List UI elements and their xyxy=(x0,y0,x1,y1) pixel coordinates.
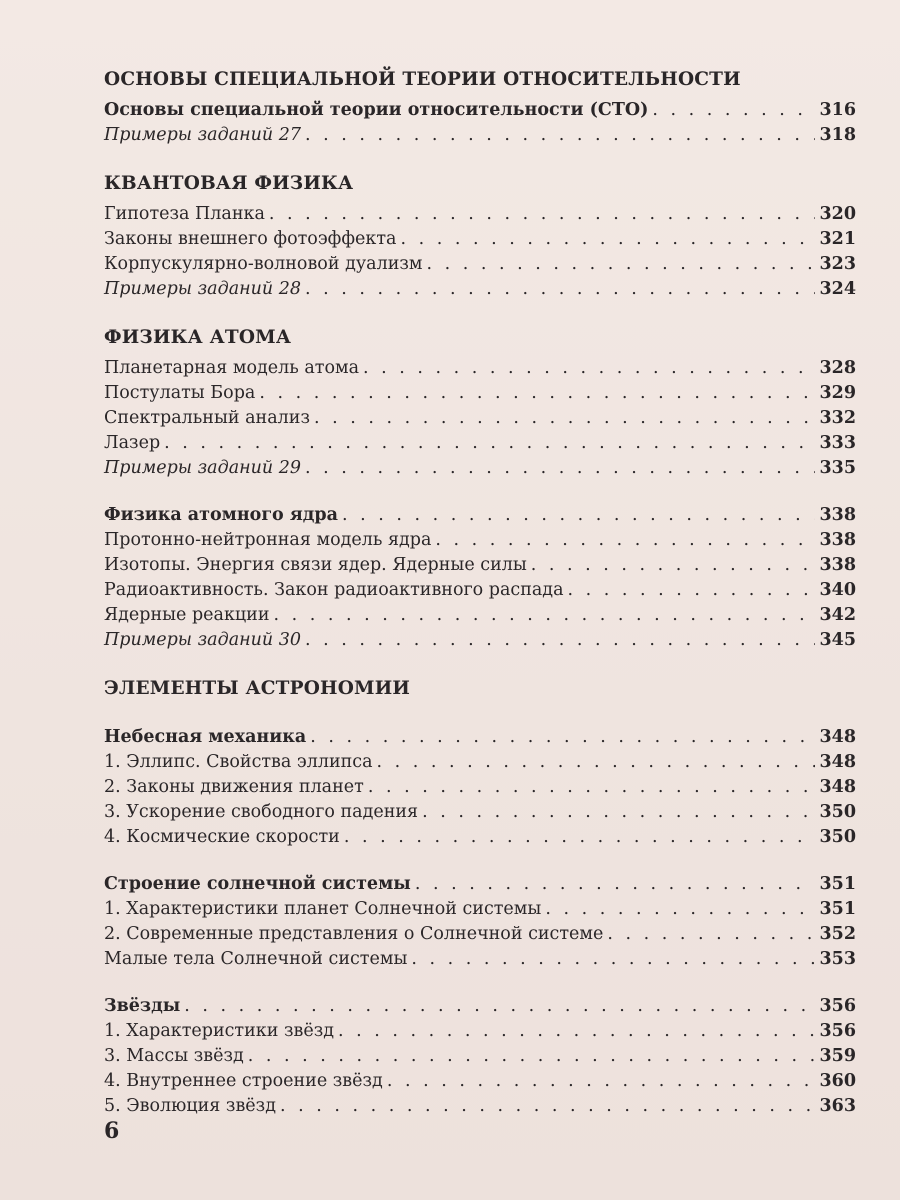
toc-entry[interactable] xyxy=(104,800,856,825)
toc-entry[interactable] xyxy=(104,603,856,628)
toc-entry-label: Примеры заданий 30 xyxy=(104,630,302,650)
toc-entry[interactable] xyxy=(104,628,856,653)
toc-entry-label: 2. Современные представления о Солнечной системе xyxy=(104,924,604,944)
toc-entry-page: 351 xyxy=(819,874,856,894)
toc-entry-label: 1. Характеристики планет Солнечной системы xyxy=(104,899,542,919)
toc-entry-page: 356 xyxy=(819,1021,856,1041)
toc-entry[interactable] xyxy=(104,1069,856,1094)
toc-section xyxy=(104,872,856,972)
leader-dots xyxy=(259,381,815,406)
toc-entry[interactable] xyxy=(104,503,856,528)
leader-dots xyxy=(274,603,816,628)
toc-entry[interactable] xyxy=(104,252,856,277)
section-title: ЭЛЕМЕНТЫ АСТРОНОМИИ xyxy=(104,678,411,699)
toc-entry-label: 5. Эволюция звёзд xyxy=(104,1096,276,1116)
toc-entry-page: 333 xyxy=(819,433,856,453)
toc-entry[interactable] xyxy=(104,98,856,123)
leader-dots xyxy=(435,528,815,553)
toc-entry-label: Протонно-нейтронная модель ядра xyxy=(104,530,432,550)
toc-entry-label: Корпускулярно-волновой дуализм xyxy=(104,254,423,274)
toc-entry-page: 348 xyxy=(819,777,856,797)
toc-entry-label: Небесная механика xyxy=(104,727,307,747)
toc-entry-page: 338 xyxy=(819,530,856,550)
toc-entry[interactable] xyxy=(104,775,856,800)
leader-dots xyxy=(338,1019,815,1044)
toc-entry-page: 338 xyxy=(819,505,856,525)
leader-dots xyxy=(342,503,815,528)
toc-entry-page: 348 xyxy=(819,752,856,772)
toc-entry[interactable] xyxy=(104,947,856,972)
toc-entry-page: 340 xyxy=(819,580,856,600)
toc-entry[interactable] xyxy=(104,1044,856,1069)
leader-dots xyxy=(305,277,815,302)
toc-entry-page: 338 xyxy=(819,555,856,575)
toc-section xyxy=(104,675,856,703)
toc-entry-label: Строение солнечной системы xyxy=(104,874,411,894)
toc-entry-page: 345 xyxy=(819,630,856,650)
toc-entry-page: 351 xyxy=(819,899,856,919)
toc-section xyxy=(104,66,856,148)
toc-entry-label: Радиоактивность. Закон радиоактивного распада xyxy=(104,580,564,600)
leader-dots xyxy=(568,578,816,603)
leader-dots xyxy=(422,800,815,825)
leader-dots xyxy=(248,1044,816,1069)
table-of-contents xyxy=(104,66,856,1141)
toc-entry[interactable] xyxy=(104,578,856,603)
leader-dots xyxy=(545,897,815,922)
toc-section xyxy=(104,725,856,850)
toc-entry-label: Примеры заданий 29 xyxy=(104,458,302,478)
toc-entry[interactable] xyxy=(104,825,856,850)
toc-entry-label: Примеры заданий 27 xyxy=(104,125,302,145)
toc-entry-label: Малые тела Солнечной системы xyxy=(104,949,408,969)
leader-dots xyxy=(305,123,815,148)
toc-entry-label: Основы специальной теории относительности (СТО) xyxy=(104,100,649,120)
toc-entry-page: 363 xyxy=(819,1096,856,1116)
toc-entry[interactable] xyxy=(104,406,856,431)
toc-entry-page: 321 xyxy=(819,229,856,249)
toc-entry-page: 329 xyxy=(819,383,856,403)
toc-entry-page: 320 xyxy=(819,204,856,224)
page-number: 6 xyxy=(104,1118,120,1144)
leader-dots xyxy=(184,994,815,1019)
toc-entry[interactable] xyxy=(104,431,856,456)
toc-entry-page: 328 xyxy=(819,358,856,378)
toc-entry-label: 1. Эллипс. Свойства эллипса xyxy=(104,752,373,772)
toc-section xyxy=(104,324,856,481)
toc-entry-page: 359 xyxy=(819,1046,856,1066)
toc-entry-label: 3. Массы звёзд xyxy=(104,1046,244,1066)
leader-dots xyxy=(427,252,816,277)
toc-entry[interactable] xyxy=(104,356,856,381)
toc-entry[interactable] xyxy=(104,553,856,578)
leader-dots xyxy=(387,1069,816,1094)
toc-entry[interactable] xyxy=(104,922,856,947)
leader-dots xyxy=(269,202,816,227)
toc-entry-label: 3. Ускорение свободного падения xyxy=(104,802,419,822)
toc-entry-page: 352 xyxy=(819,924,856,944)
toc-entry-page: 318 xyxy=(819,125,856,145)
toc-entry-label: Звёзды xyxy=(104,996,181,1016)
toc-entry-page: 350 xyxy=(819,827,856,847)
toc-entry-page: 342 xyxy=(819,605,856,625)
leader-dots xyxy=(164,431,815,456)
toc-entry[interactable] xyxy=(104,277,856,302)
toc-entry[interactable] xyxy=(104,123,856,148)
leader-dots xyxy=(415,872,816,897)
leader-dots xyxy=(531,553,816,578)
leader-dots xyxy=(280,1094,815,1119)
toc-entry-label: 2. Законы движения планет xyxy=(104,777,364,797)
leader-dots xyxy=(377,750,816,775)
toc-entry-label: 4. Космические скорости xyxy=(104,827,340,847)
toc-entry[interactable] xyxy=(104,897,856,922)
toc-entry[interactable] xyxy=(104,456,856,481)
toc-entry-label: Спектральный анализ xyxy=(104,408,310,428)
toc-entry-label: Законы внешнего фотоэффекта xyxy=(104,229,397,249)
toc-section xyxy=(104,994,856,1119)
leader-dots xyxy=(310,725,815,750)
toc-entry-label: Ядерные реакции xyxy=(104,605,270,625)
toc-entry[interactable] xyxy=(104,202,856,227)
toc-entry-page: 356 xyxy=(819,996,856,1016)
toc-entry-label: 4. Внутреннее строение звёзд xyxy=(104,1071,383,1091)
leader-dots xyxy=(607,922,815,947)
toc-entry-page: 323 xyxy=(819,254,856,274)
leader-dots xyxy=(652,98,815,123)
toc-entry[interactable] xyxy=(104,227,856,252)
toc-entry[interactable] xyxy=(104,1019,856,1044)
toc-entry[interactable] xyxy=(104,872,856,897)
toc-entry-page: 335 xyxy=(819,458,856,478)
leader-dots xyxy=(411,947,815,972)
toc-section xyxy=(104,503,856,653)
leader-dots xyxy=(400,227,815,252)
toc-entry[interactable] xyxy=(104,528,856,553)
toc-entry-label: Физика атомного ядра xyxy=(104,505,338,525)
toc-entry-page: 360 xyxy=(819,1071,856,1091)
toc-entry-page: 353 xyxy=(819,949,856,969)
toc-entry[interactable] xyxy=(104,381,856,406)
toc-entry-label: Изотопы. Энергия связи ядер. Ядерные силы xyxy=(104,555,527,575)
toc-entry[interactable] xyxy=(104,994,856,1019)
toc-entry-label: Планетарная модель атома xyxy=(104,358,360,378)
section-title: ОСНОВЫ СПЕЦИАЛЬНОЙ ТЕОРИИ ОТНОСИТЕЛЬНОСТИ xyxy=(104,69,741,90)
leader-dots xyxy=(305,628,815,653)
leader-dots xyxy=(363,356,815,381)
toc-entry-label: Лазер xyxy=(104,433,161,453)
toc-entry-label: 1. Характеристики звёзд xyxy=(104,1021,335,1041)
toc-entry-page: 348 xyxy=(819,727,856,747)
toc-entry-page: 350 xyxy=(819,802,856,822)
leader-dots xyxy=(344,825,816,850)
toc-entry[interactable] xyxy=(104,725,856,750)
leader-dots xyxy=(305,456,815,481)
leader-dots xyxy=(368,775,816,800)
toc-entry-page: 332 xyxy=(819,408,856,428)
toc-entry[interactable] xyxy=(104,750,856,775)
toc-entry-page: 316 xyxy=(819,100,856,120)
section-title: ФИЗИКА АТОМА xyxy=(104,327,292,348)
leader-dots xyxy=(314,406,815,431)
section-title: КВАНТОВАЯ ФИЗИКА xyxy=(104,173,354,194)
toc-section xyxy=(104,170,856,302)
toc-entry[interactable] xyxy=(104,1094,856,1119)
toc-entry-label: Гипотеза Планка xyxy=(104,204,265,224)
toc-entry-page: 324 xyxy=(819,279,856,299)
toc-entry-label: Примеры заданий 28 xyxy=(104,279,302,299)
toc-entry-label: Постулаты Бора xyxy=(104,383,256,403)
